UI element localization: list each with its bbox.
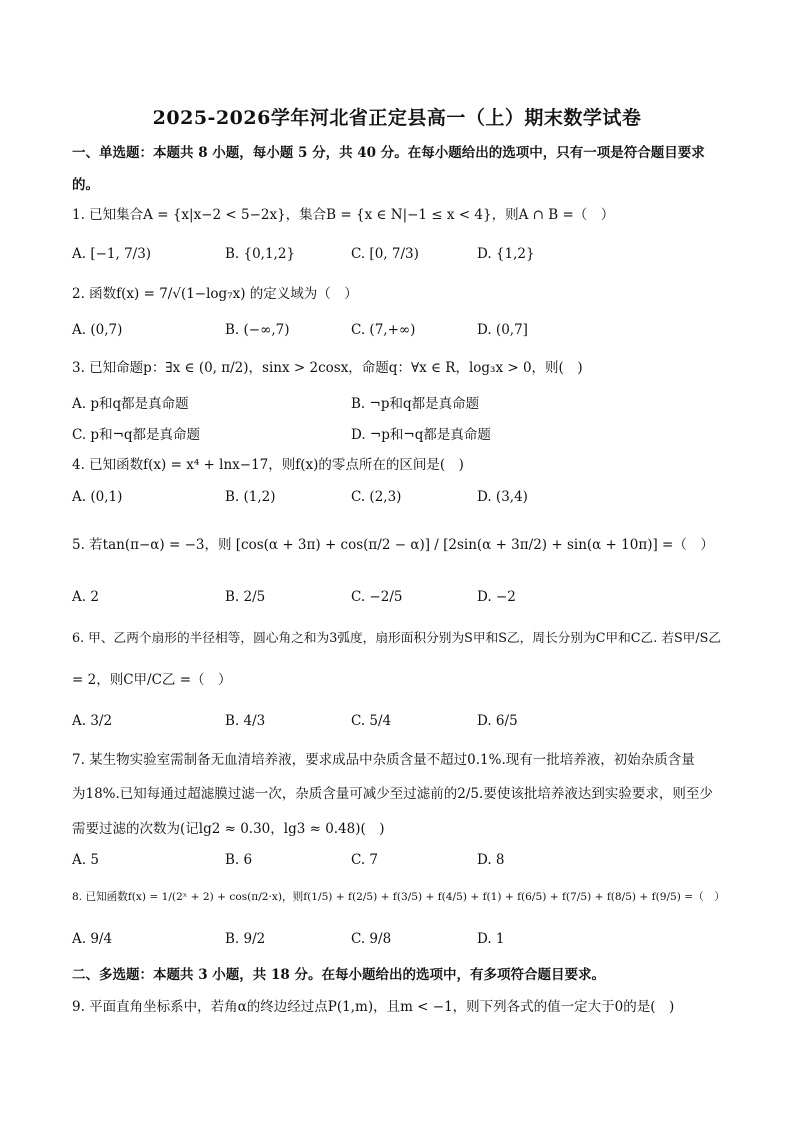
q2-option-c: C. (7,+∞) — [351, 322, 416, 338]
q4-option-d: D. (3,4) — [477, 489, 528, 505]
q1-option-a: A. [−1, 7/3) — [72, 246, 152, 262]
q8-option-c: C. 9/8 — [351, 931, 392, 947]
q6-option-b: B. 4/3 — [225, 713, 266, 729]
page-title: 2025-2026学年河北省正定县高一（上）期末数学试卷 — [152, 107, 642, 129]
q8-option-d: D. 1 — [477, 931, 505, 947]
q7-option-a: A. 5 — [72, 852, 99, 868]
q4-option-b: B. (1,2) — [225, 489, 276, 505]
q8-option-a: A. 9/4 — [72, 931, 113, 947]
q7-option-d: D. 8 — [477, 852, 505, 868]
q6-option-a: A. 3/2 — [72, 713, 113, 729]
q4-option-a: A. (0,1) — [72, 489, 123, 505]
q3-option-d: D. ¬p和¬q都是真命题 — [351, 427, 491, 443]
q6-option-c: C. 5/4 — [351, 713, 392, 729]
q5-option-d: D. −2 — [477, 589, 516, 605]
q3-option-b: B. ¬p和q都是真命题 — [351, 396, 480, 412]
q6-option-d: D. 6/5 — [477, 713, 518, 729]
q3-option-c: C. p和¬q都是真命题 — [72, 427, 201, 443]
q2-option-a: A. (0,7) — [72, 322, 123, 338]
q2-option-d: D. (0,7] — [477, 322, 528, 338]
q7-option-c: C. 7 — [351, 852, 379, 868]
q5-option-a: A. 2 — [72, 589, 99, 605]
question-7-stem: 7. 某生物实验室需制备无血清培养液，要求成品中杂质含量不超过0.1%.现有一批培养液，初始杂质含量 — [72, 752, 695, 768]
question-4-stem: 4. 已知函数f(x) = x⁴ + lnx−17，则f(x)的零点所在的区间是( ) — [72, 457, 464, 473]
question-5-stem: 5. 若tan(π−α) = −3，则 [cos(α + 3π) + cos(π/2 − α)] / [2sin(α + 3π/2) + sin(α + 10π)] =（ ） — [72, 537, 714, 553]
q1-option-b: B. {0,1,2} — [225, 246, 296, 262]
q3-option-a: A. p和q都是真命题 — [72, 396, 189, 412]
question-1-stem: 1. 已知集合A = {x|x−2 < 5−2x}，集合B = {x ∈ N|−1 ≤ x < 4}，则A ∩ B =（ ） — [72, 207, 615, 223]
q8-option-b: B. 9/2 — [225, 931, 266, 947]
section1-heading: 一、单选题：本题共 8 小题，每小题 5 分，共 40 分。在每小题给出的选项中，只有一项是符合题目要求 — [72, 145, 705, 161]
q7-option-b: B. 6 — [225, 852, 253, 868]
q4-option-c: C. (2,3) — [351, 489, 402, 505]
question-6-stem-cont: = 2，则C甲/C乙 =（ ） — [72, 672, 232, 688]
question-7-stem-cont2: 需要过滤的次数为(记lg2 ≈ 0.30，lg3 ≈ 0.48)( ) — [72, 821, 385, 837]
question-6-stem: 6. 甲、乙两个扇形的半径相等，圆心角之和为3弧度，扇形面积分别为S甲和S乙，周长分别为C甲和C乙. 若S甲/S乙 — [72, 630, 721, 645]
q5-option-b: B. 2/5 — [225, 589, 266, 605]
q1-option-c: C. [0, 7/3) — [351, 246, 419, 262]
question-3-stem: 3. 已知命题p：∃x ∈ (0, π/2)，sinx > 2cosx，命题q：∀x ∈ R，log₃x > 0，则( ) — [72, 360, 583, 376]
question-8-stem: 8. 已知函数f(x) = 1/(2ˣ + 2) + cos(π/2·x)，则f(1/5) + f(2/5) + f(3/5) + f(4/5) + f(1) + f(6/5) + f(7/5) + f(8/5) + f(9/5) =（ ） — [72, 891, 725, 903]
q2-option-b: B. (−∞,7) — [225, 322, 290, 338]
section2-heading: 二、多选题：本题共 3 小题，共 18 分。在每小题给出的选项中，有多项符合题目要求。 — [72, 967, 605, 983]
question-9-stem: 9. 平面直角坐标系中，若角α的终边经过点P(1,m)，且m < −1，则下列各式的值一定大于0的是( ) — [72, 999, 675, 1015]
question-7-stem-cont1: 为18%.已知每通过超滤膜过滤一次，杂质含量可减少至过滤前的2/5.要使该批培养液达到实验要求，则至少 — [72, 786, 713, 802]
question-2-stem: 2. 函数f(x) = 7/√(1−log₇x) 的定义域为（ ） — [72, 286, 358, 302]
q5-option-c: C. −2/5 — [351, 589, 403, 605]
q1-option-d: D. {1,2} — [477, 246, 535, 262]
section1-heading-cont: 的。 — [72, 177, 99, 193]
